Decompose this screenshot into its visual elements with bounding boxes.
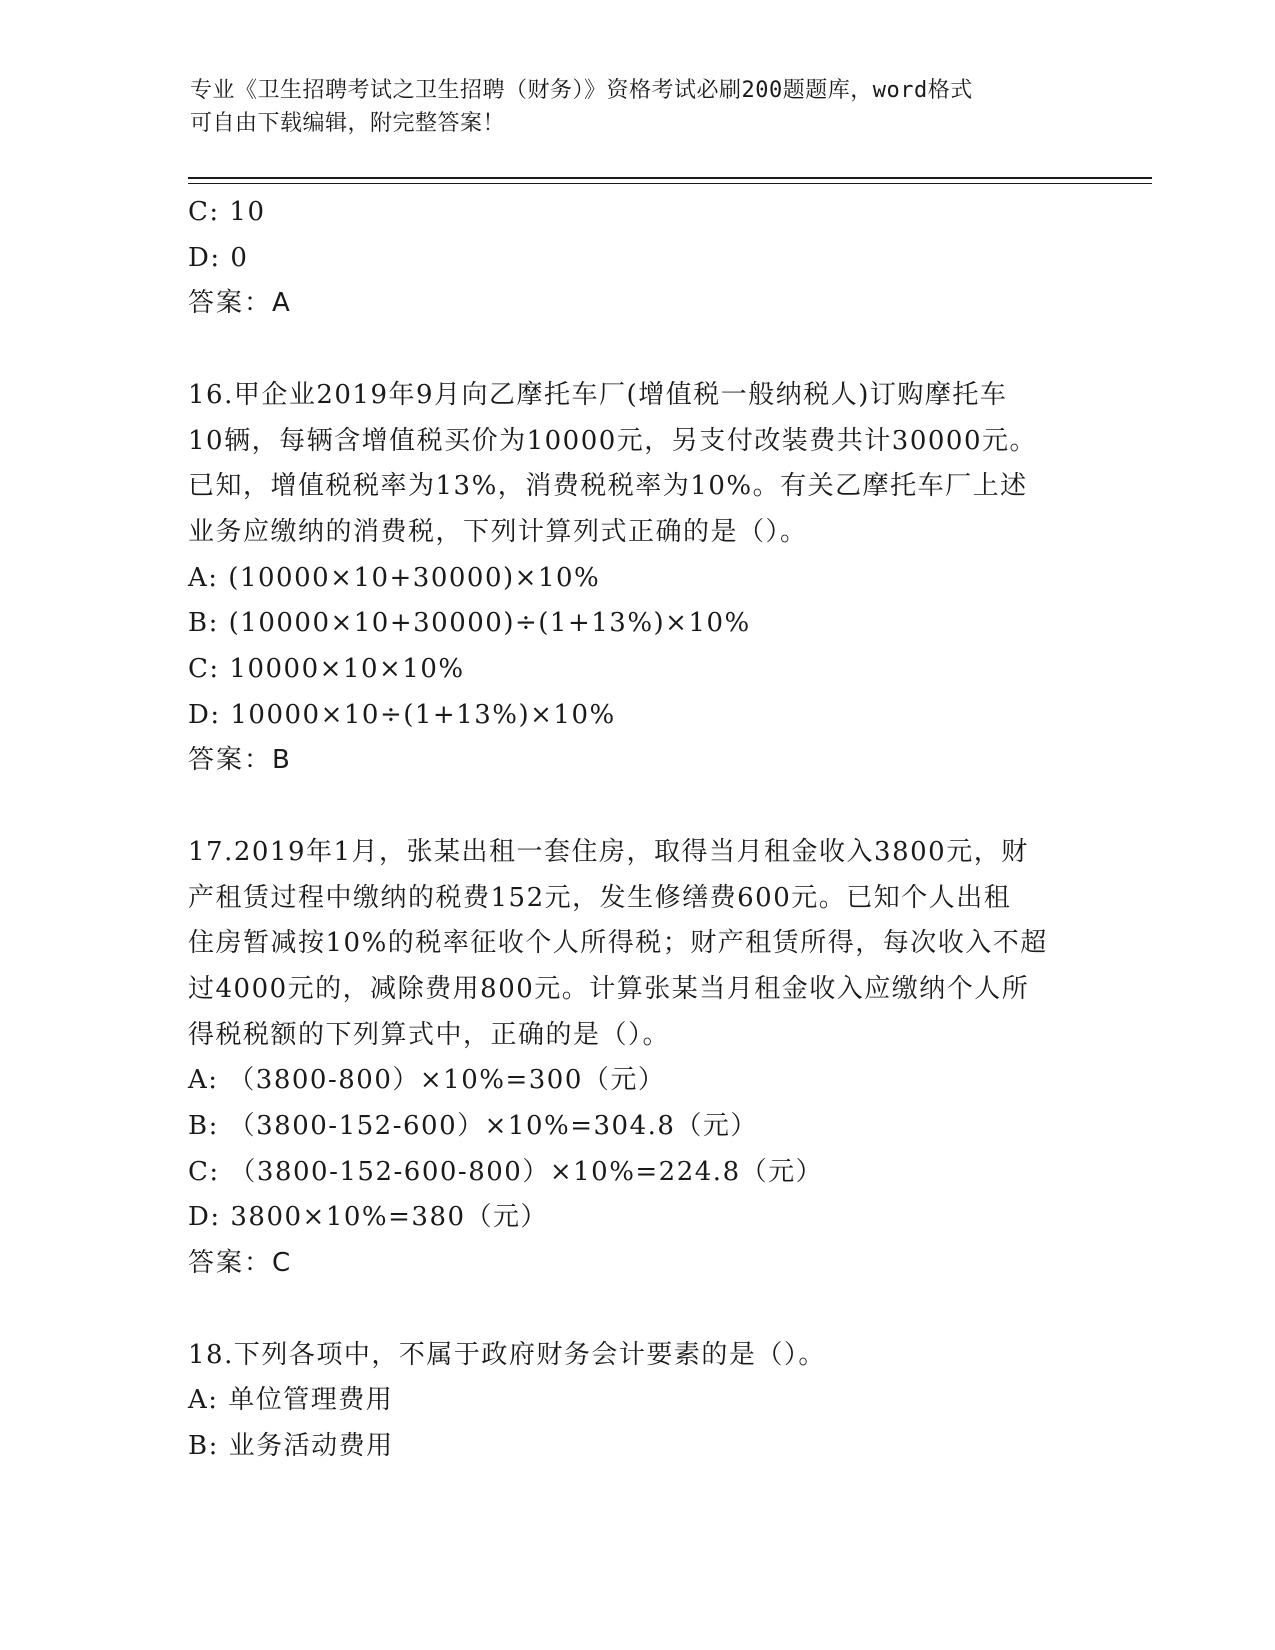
- question-stem-line: 业务应缴纳的消费税，下列计算列式正确的是（）。: [188, 516, 808, 547]
- question-stem-line: 过4000元的，减除费用800元。计算张某当月租金收入应缴纳个人所: [188, 973, 1030, 1004]
- question-stem-line: 18.下列各项中，不属于政府财务会计要素的是（）。: [188, 1339, 826, 1370]
- option-b: B: (10000×10+30000)÷(1+13%)×10%: [188, 608, 751, 639]
- question-stem-line: 得税税额的下列算式中，正确的是（）。: [188, 1019, 671, 1050]
- header-divider-thin: [188, 183, 1152, 184]
- option-b: B: 业务活动费用: [188, 1430, 394, 1461]
- option-d: D: 10000×10÷(1+13%)×10%: [188, 699, 616, 730]
- spacer: [188, 1287, 1088, 1333]
- question-stem-line: 住房暂减按10%的税率征收个人所得税；财产租赁所得，每次收入不超: [188, 928, 1048, 959]
- option-d: D: 0: [188, 242, 249, 273]
- question-17: [188, 830, 1088, 1287]
- header-title-line-2: 可自由下载编辑，附完整答案！: [190, 111, 506, 136]
- answer-label: 答案：B: [188, 745, 292, 776]
- document-header: [190, 74, 1090, 140]
- option-a: A: (10000×10+30000)×10%: [188, 562, 601, 593]
- header-title-line-1: 专业《卫生招聘考试之卫生招聘（财务）》资格考试必刷200题题库，word格式: [190, 78, 973, 103]
- question-content: [188, 190, 1088, 1470]
- option-a: A: （3800-800）×10%=300（元）: [188, 1065, 666, 1096]
- spacer: [188, 784, 1088, 830]
- question-16: [188, 373, 1088, 784]
- option-b: B: （3800-152-600）×10%=304.8（元）: [188, 1111, 758, 1142]
- answer-label: 答案：A: [188, 288, 292, 319]
- previous-question-tail: [188, 190, 1088, 327]
- option-a: A: 单位管理费用: [188, 1385, 394, 1416]
- question-18: [188, 1333, 1088, 1470]
- option-d: D: 3800×10%=380（元）: [188, 1202, 549, 1233]
- option-c: C: 10000×10×10%: [188, 654, 465, 685]
- question-stem-line: 17.2019年1月，张某出租一套住房，取得当月租金收入3800元，财: [188, 836, 1029, 867]
- option-c: C: （3800-152-600-800）×10%=224.8（元）: [188, 1156, 824, 1187]
- answer-label: 答案：C: [188, 1248, 293, 1279]
- header-divider-thick: [188, 177, 1152, 179]
- question-stem-line: 产租赁过程中缴纳的税费152元，发生修缮费600元。已知个人出租: [188, 882, 1012, 913]
- question-stem-line: 已知，增值税税率为13%，消费税税率为10%。有关乙摩托车厂上述: [188, 471, 1028, 502]
- spacer: [188, 327, 1088, 373]
- question-stem-line: 16.甲企业2019年9月向乙摩托车厂(增值税一般纳税人)订购摩托车: [188, 379, 1008, 410]
- option-c: C: 10: [188, 197, 266, 227]
- question-stem-line: 10辆，每辆含增值税买价为10000元，另支付改装费共计30000元。: [188, 425, 1038, 456]
